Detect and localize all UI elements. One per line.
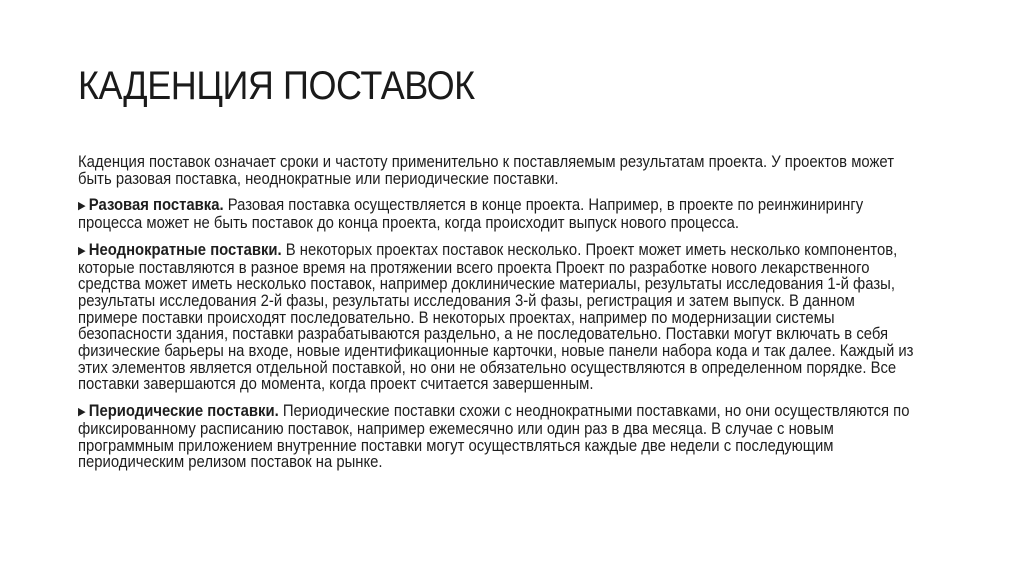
- bullet-item-single-delivery: [78, 197, 915, 231]
- bullet-term: Периодические поставки.: [88, 402, 279, 421]
- bullet-text: В некоторых проектах поставок несколько. Проект может иметь несколько компонентов, которые поставляются в разное время на протяжении всего проекта Проект по разработке нового лекарственного средства может иметь несколько поставок, например доклинические материалы, результаты исследования 1-й фазы, результаты исследования 2-й фазы, результаты исследования 3-й фазы, регистрация и затем выпуск. В данном примере поставки происходят последовательно. В некоторых проектах, например по модернизации системы безопасности здания, поставки разрабатываются раздельно, а не последовательно. Поставки могут включать в себя физические барьеры на входе, новые идентификационные карточки, новые панели набора кода и так далее. Каждый из этих элементов является отдельной поставкой, но они не обязательно осуществляются в определенном порядке. Все поставки завершаются до момента, когда проект считается завершенным.: [78, 240, 914, 394]
- bullet-text: Разовая поставка осуществляется в конце проекта. Например, в проекте по реинжинирингу процесса может не быть поставок до конца проекта, когда происходит выпуск нового процесса.: [78, 196, 864, 233]
- bullet-item-multiple-deliveries: [78, 242, 915, 393]
- slide-title: КАДЕНЦИЯ ПОСТАВОК: [78, 64, 475, 108]
- bullet-text: Периодические поставки схожи с неоднократными поставками, но они осуществляются по фиксированному расписанию поставок, например ежемесячно или один раз в два месяца. В случае с новым программным приложением внутренние поставки могут осуществляться каждые две недели с последующим периодическим релизом поставок на рынке.: [78, 402, 910, 472]
- triangle-bullet-icon: ▶: [78, 406, 86, 419]
- intro-paragraph: Каденция поставок означает сроки и частоту применительно к поставляемым результатам проекта. У проектов может быть разовая поставка, неоднократные или периодические поставки.: [78, 153, 895, 188]
- bullet-term: Разовая поставка.: [88, 196, 224, 215]
- bullet-item-periodic-deliveries: [78, 403, 915, 471]
- triangle-bullet-icon: ▶: [78, 244, 86, 257]
- triangle-bullet-icon: ▶: [78, 200, 86, 213]
- bullet-term: Неоднократные поставки.: [88, 240, 282, 259]
- slide-body: [78, 154, 1013, 481]
